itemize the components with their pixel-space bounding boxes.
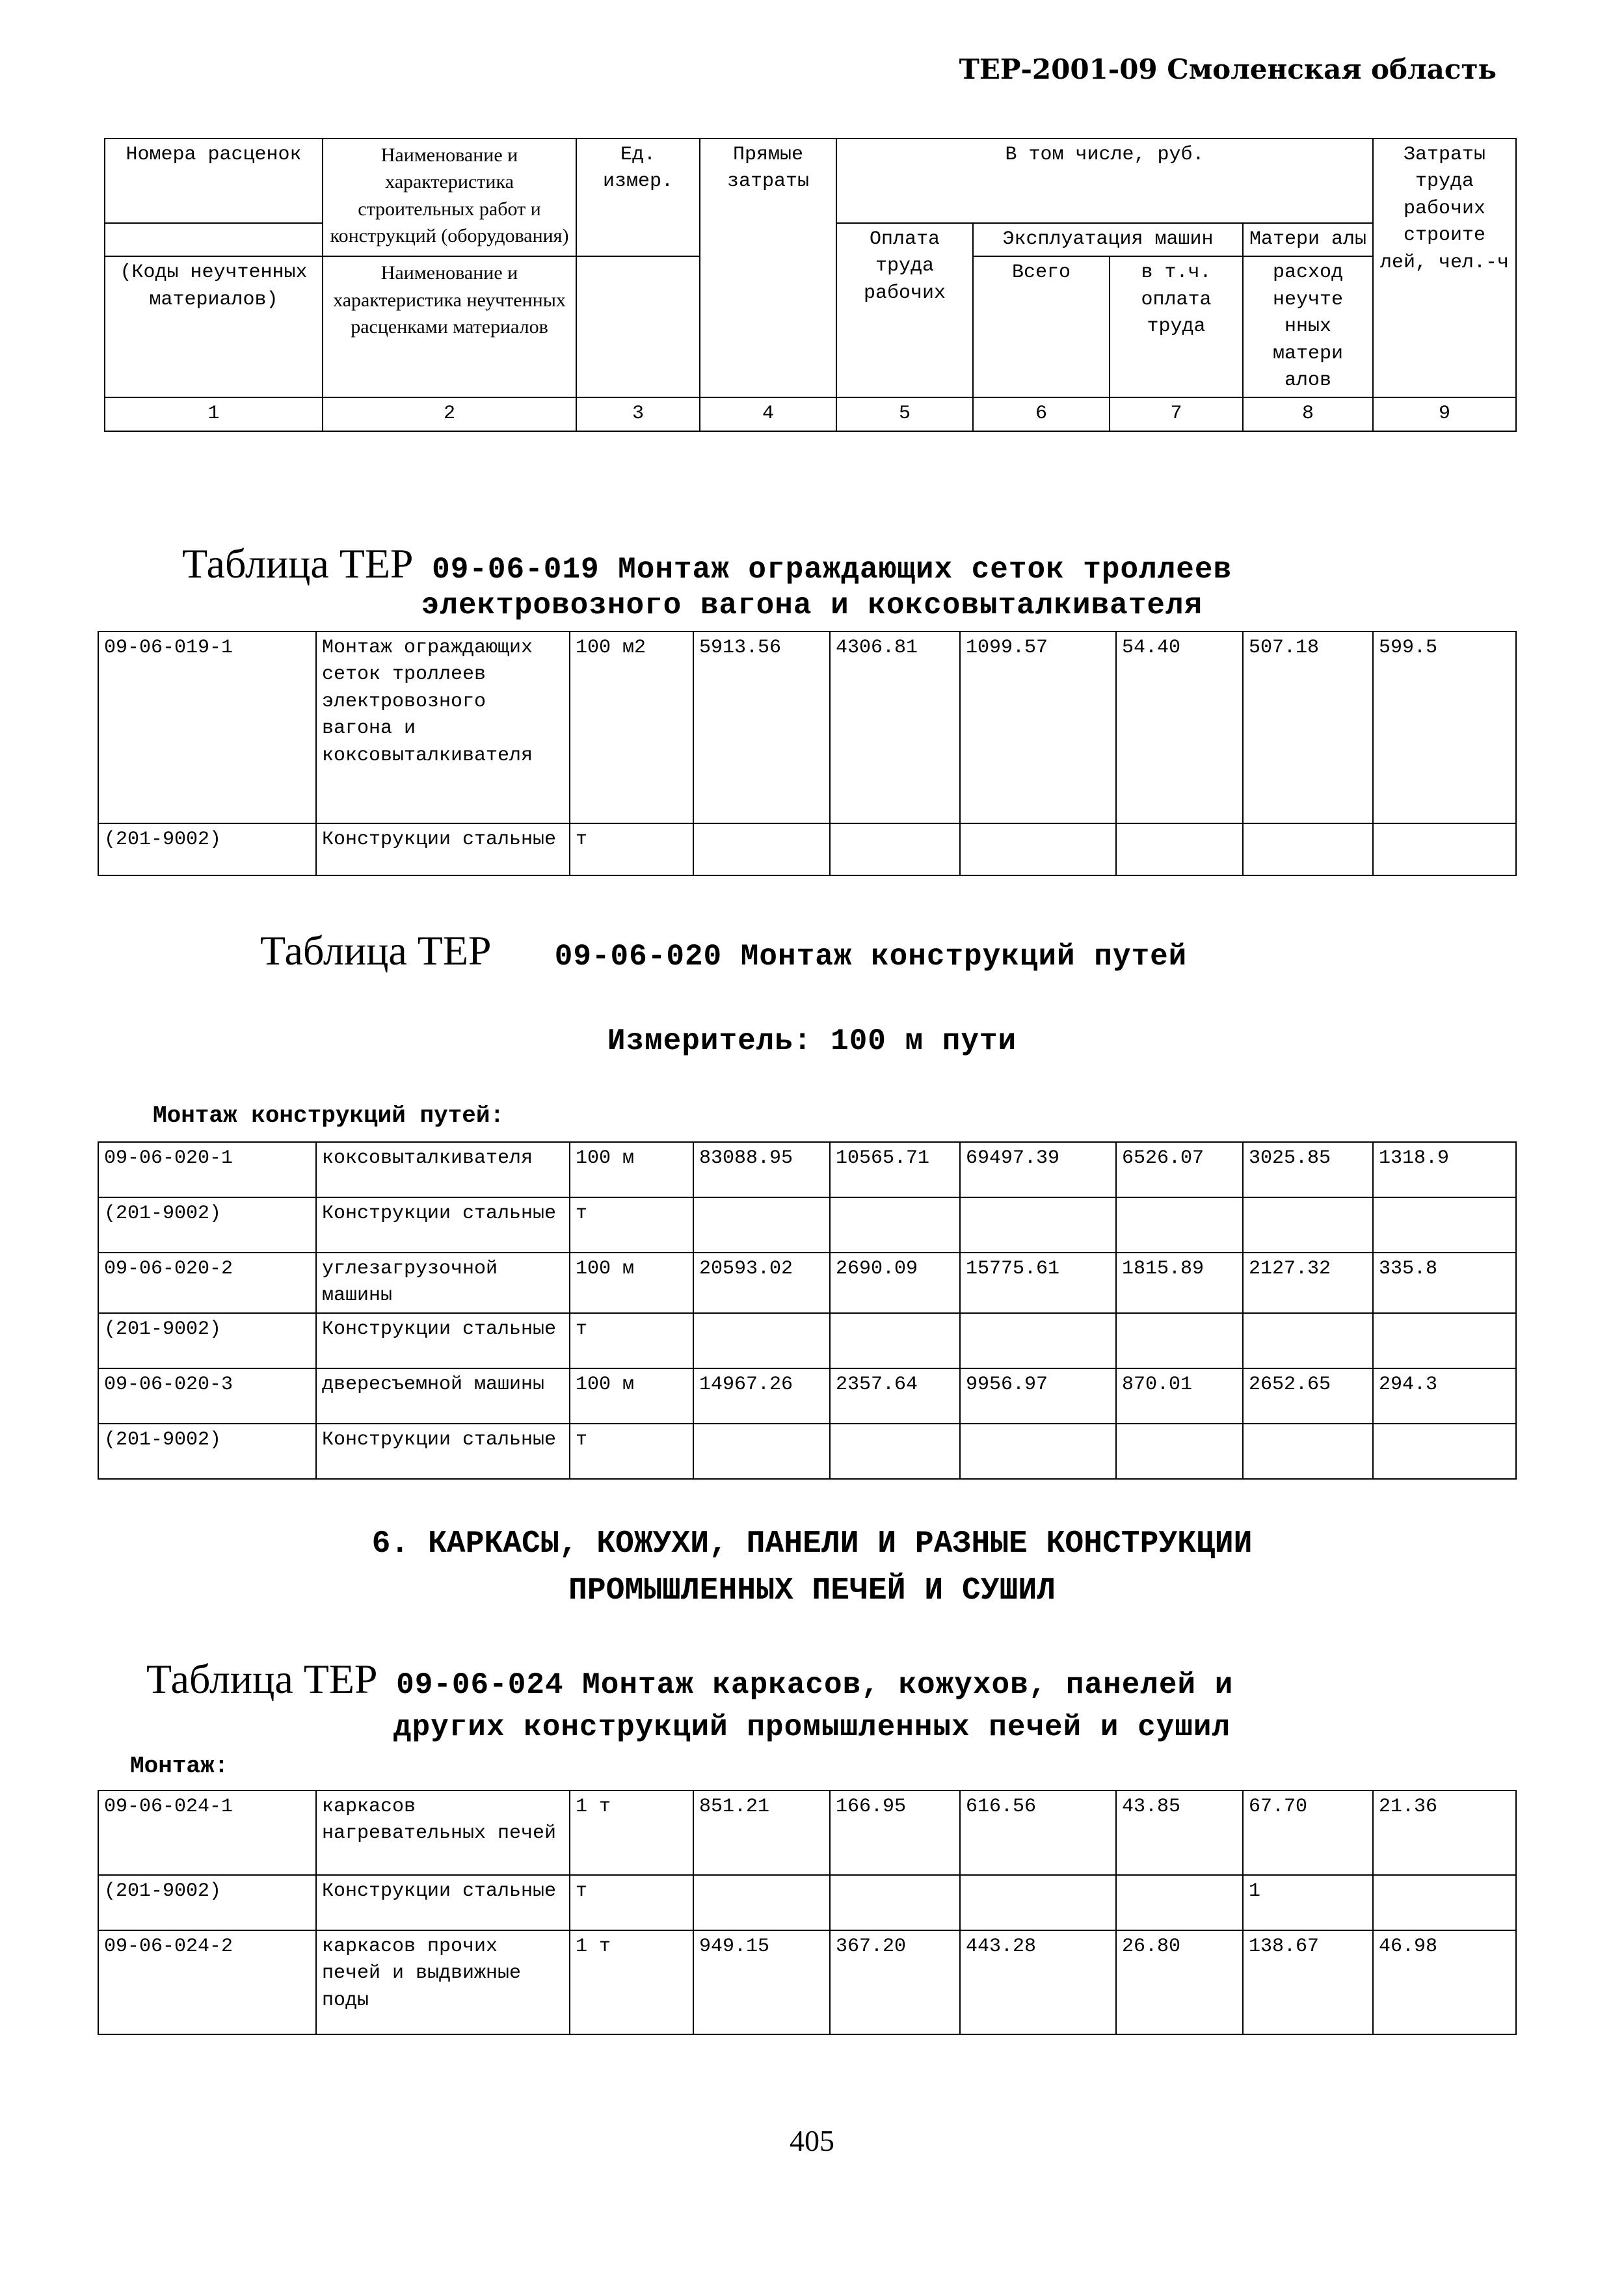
table3-title-line2: других конструкций промышленных печей и сушил (393, 1710, 1231, 1744)
rate-machines-labor: 6526.07 (1116, 1142, 1243, 1197)
col-header-material-codes: (Коды неучтенных материалов) (105, 256, 323, 397)
rate-machines-labor: 54.40 (1116, 632, 1243, 823)
table-row (98, 1368, 1516, 1424)
rate-code: 09-06-020-2 (98, 1253, 316, 1313)
rate-code: 09-06-019-1 (98, 632, 316, 823)
rate-direct-cost: 14967.26 (693, 1368, 830, 1424)
rate-labor-pay (830, 1197, 960, 1253)
rate-materials (1243, 1424, 1373, 1479)
col-number: 1 (105, 397, 323, 431)
rate-machines (960, 1875, 1116, 1930)
rate-materials: 138.67 (1243, 1930, 1373, 2034)
rate-code: 09-06-020-3 (98, 1368, 316, 1424)
rate-labor-pay: 4306.81 (830, 632, 960, 823)
rate-labor-pay (830, 1875, 960, 1930)
col-header-labor-pay: Оплата труда рабочих (836, 223, 973, 397)
table-row (98, 1930, 1516, 2034)
rate-direct-cost (693, 823, 830, 875)
rate-direct-cost (693, 1313, 830, 1368)
table1-title (182, 540, 1483, 588)
table-row (98, 632, 1516, 823)
table-row (98, 1197, 1516, 1253)
rate-labor-pay: 367.20 (830, 1930, 960, 2034)
table-row (98, 1875, 1516, 1930)
rate-name: Конструкции стальные (316, 1424, 570, 1479)
rate-name: Конструкции стальные (316, 1875, 570, 1930)
table-row (98, 1313, 1516, 1368)
col-header-machines-total: Всего (973, 256, 1110, 397)
rate-labor-hours (1373, 1875, 1516, 1930)
rate-unit: 1 т (570, 1790, 693, 1875)
col-header-including: В том числе, руб. (836, 139, 1373, 223)
table2-label: Таблица ТЕР (260, 927, 492, 974)
rate-code: (201-9002) (98, 1875, 316, 1930)
rate-machines: 616.56 (960, 1790, 1116, 1875)
rate-labor-hours: 1318.9 (1373, 1142, 1516, 1197)
rate-machines (960, 1197, 1116, 1253)
table-row (98, 823, 1516, 875)
col-header-labor-hours: Затраты труда рабочих строите лей, чел.-ч (1373, 139, 1516, 397)
col-header-material-consumption: расход неучте нных матери алов (1243, 256, 1373, 397)
col-header-name: Наименование и характеристика строительных работ и конструкций (оборудования) (323, 139, 576, 256)
rate-name: углезагрузочной машины (316, 1253, 570, 1313)
table-row (98, 1253, 1516, 1313)
rate-machines-labor (1116, 823, 1243, 875)
rate-labor-hours (1373, 823, 1516, 875)
rate-labor-pay (830, 1313, 960, 1368)
col-number: 5 (836, 397, 973, 431)
rate-machines (960, 823, 1116, 875)
rate-labor-hours (1373, 1424, 1516, 1479)
rate-labor-hours (1373, 1313, 1516, 1368)
rate-labor-hours: 335.8 (1373, 1253, 1516, 1313)
col-number: 8 (1243, 397, 1373, 431)
rate-direct-cost: 851.21 (693, 1790, 830, 1875)
rate-unit: т (570, 823, 693, 875)
section6-line2: ПРОМЫШЛЕННЫХ ПЕЧЕЙ И СУШИЛ (568, 1573, 1056, 1608)
col-header-direct: Прямые затраты (700, 139, 836, 397)
rate-labor-hours: 46.98 (1373, 1930, 1516, 2034)
table3-code: 09-06-024 (396, 1668, 564, 1702)
rate-code: (201-9002) (98, 823, 316, 875)
section6-line1: 6. КАРКАСЫ, КОЖУХИ, ПАНЕЛИ И РАЗНЫЕ КОНСТРУКЦИИ (371, 1526, 1253, 1562)
rate-unit: 100 м (570, 1368, 693, 1424)
table1-title-line1: Монтаж ограждающих сеток троллеев (618, 553, 1232, 587)
rate-code: (201-9002) (98, 1424, 316, 1479)
rate-labor-hours (1373, 1197, 1516, 1253)
rate-machines-labor (1116, 1197, 1243, 1253)
table1-rates (98, 631, 1517, 876)
rate-materials: 67.70 (1243, 1790, 1373, 1875)
rate-unit: 100 м (570, 1142, 693, 1197)
rate-materials: 507.18 (1243, 632, 1373, 823)
rate-machines-labor (1116, 1424, 1243, 1479)
rate-unit: т (570, 1424, 693, 1479)
rate-direct-cost: 949.15 (693, 1930, 830, 2034)
col-number: 6 (973, 397, 1110, 431)
running-header: ТЕР-2001-09 Смоленская область (959, 53, 1497, 85)
rate-materials: 2652.65 (1243, 1368, 1373, 1424)
rate-labor-pay: 166.95 (830, 1790, 960, 1875)
rate-machines: 1099.57 (960, 632, 1116, 823)
column-header-table (104, 138, 1517, 432)
table2-subheading: Монтаж конструкций путей: (153, 1102, 505, 1129)
rate-labor-pay (830, 1424, 960, 1479)
rate-direct-cost: 20593.02 (693, 1253, 830, 1313)
col-header-material-name: Наименование и характеристика неучтенных расценками материалов (323, 256, 576, 397)
rate-machines-labor (1116, 1875, 1243, 1930)
rate-machines-labor: 1815.89 (1116, 1253, 1243, 1313)
rate-code: (201-9002) (98, 1313, 316, 1368)
table1-label: Таблица ТЕР (182, 540, 414, 587)
rate-machines-labor: 870.01 (1116, 1368, 1243, 1424)
col-header-materials: Матери алы (1243, 223, 1373, 256)
table-row (98, 1790, 1516, 1875)
rate-machines (960, 1424, 1116, 1479)
table3-rates (98, 1790, 1517, 2035)
col-header-machines: Эксплуатация машин (973, 223, 1243, 256)
rate-name: Конструкции стальные (316, 1313, 570, 1368)
table3-title-line1: Монтаж каркасов, кожухов, панелей и (582, 1668, 1234, 1702)
rate-name: каркасов нагревательных печей (316, 1790, 570, 1875)
rate-name: Конструкции стальные (316, 823, 570, 875)
table2-title (260, 927, 1187, 975)
rate-machines-labor: 43.85 (1116, 1790, 1243, 1875)
rate-unit: т (570, 1313, 693, 1368)
col-number: 4 (700, 397, 836, 431)
rate-unit: 1 т (570, 1930, 693, 2034)
table3-title (146, 1655, 1512, 1703)
rate-labor-pay: 2690.09 (830, 1253, 960, 1313)
col-header-machines-labor: в т.ч. оплата труда (1110, 256, 1243, 397)
table2-rates (98, 1141, 1517, 1480)
table3-label: Таблица ТЕР (146, 1656, 378, 1702)
table2-code: 09-06-020 (554, 940, 723, 974)
rate-labor-hours: 599.5 (1373, 632, 1516, 823)
rate-unit: т (570, 1197, 693, 1253)
table-row (98, 1142, 1516, 1197)
rate-direct-cost (693, 1424, 830, 1479)
rate-unit: 100 м (570, 1253, 693, 1313)
rate-machines (960, 1313, 1116, 1368)
table2-measure: Измеритель: 100 м пути (607, 1024, 1017, 1058)
rate-labor-pay: 10565.71 (830, 1142, 960, 1197)
rate-machines-labor (1116, 1313, 1243, 1368)
table2-title-text: Монтаж конструкций путей (740, 940, 1188, 974)
rate-unit: т (570, 1875, 693, 1930)
rate-name: Монтаж ограждающих сеток троллеев электровозного вагона и коксовыталкивателя (316, 632, 570, 823)
rate-direct-cost: 83088.95 (693, 1142, 830, 1197)
rate-labor-hours: 294.3 (1373, 1368, 1516, 1424)
rate-machines: 69497.39 (960, 1142, 1116, 1197)
rate-labor-pay (830, 823, 960, 875)
col-number: 3 (576, 397, 700, 431)
rate-code: (201-9002) (98, 1197, 316, 1253)
rate-name: каркасов прочих печей и выдвижные поды (316, 1930, 570, 2034)
rate-direct-cost (693, 1197, 830, 1253)
col-number: 7 (1110, 397, 1243, 431)
rate-labor-hours: 21.36 (1373, 1790, 1516, 1875)
rate-name: коксовыталкивателя (316, 1142, 570, 1197)
rate-machines: 15775.61 (960, 1253, 1116, 1313)
rate-labor-pay: 2357.64 (830, 1368, 960, 1424)
rate-machines: 9956.97 (960, 1368, 1116, 1424)
rate-machines-labor: 26.80 (1116, 1930, 1243, 2034)
col-header-unit: Ед. измер. (576, 139, 700, 256)
table3-subheading: Монтаж: (130, 1753, 229, 1779)
rate-name: Конструкции стальные (316, 1197, 570, 1253)
rate-code: 09-06-024-1 (98, 1790, 316, 1875)
rate-code: 09-06-024-2 (98, 1930, 316, 2034)
col-number: 9 (1373, 397, 1516, 431)
rate-materials: 1 (1243, 1875, 1373, 1930)
table1-code: 09-06-019 (432, 553, 600, 587)
col-header-codes: Номера расценок (105, 139, 323, 223)
table-row (98, 1424, 1516, 1479)
rate-unit: 100 м2 (570, 632, 693, 823)
rate-machines: 443.28 (960, 1930, 1116, 2034)
rate-direct-cost (693, 1875, 830, 1930)
rate-materials (1243, 1313, 1373, 1368)
rate-materials (1243, 823, 1373, 875)
page-number: 405 (790, 2124, 834, 2157)
rate-direct-cost: 5913.56 (693, 632, 830, 823)
rate-materials: 2127.32 (1243, 1253, 1373, 1313)
rate-materials: 3025.85 (1243, 1142, 1373, 1197)
rate-code: 09-06-020-1 (98, 1142, 316, 1197)
col-number: 2 (323, 397, 576, 431)
rate-materials (1243, 1197, 1373, 1253)
table1-title-line2: электровозного вагона и коксовыталкивателя (421, 589, 1203, 622)
rate-name: двересъемной машины (316, 1368, 570, 1424)
